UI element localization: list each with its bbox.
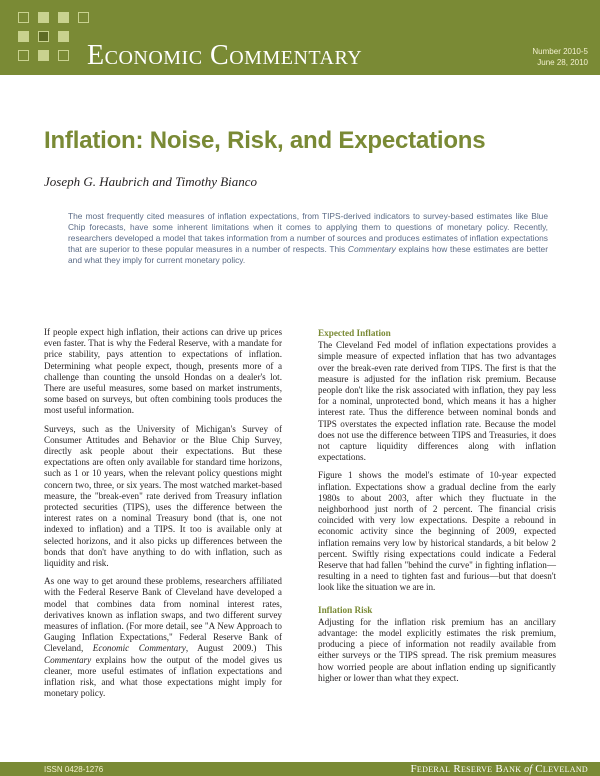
abstract bbox=[68, 211, 548, 266]
logo-square bbox=[38, 50, 49, 61]
logo-square bbox=[18, 31, 29, 42]
bank-name-of: of bbox=[524, 764, 533, 775]
abstract-text: The most frequently cited measures of inflation expectations, from TIPS-derived indicators to survey-based estimates like Blue Chip forecasts, have some inherent limitations when it comes to applying them to questions of monetary policy. Recently, researchers developed a model that takes information from a number of sources and produces estimates of inflation expectations that are superior to these popular measures in a number of respects. This bbox=[68, 211, 548, 254]
paragraph: If people expect high inflation, their actions can drive up prices even faster. That is why the Federal Reserve, with a mandate for price stability, pays attention to expectations of inflation. Determining what people expect, though, presents more of a challenge than counting the unsold Hondas on a dealer's lot. There are useful measures, some based on market instruments, some based on surveys, but often combining tools produces the most useful information. bbox=[44, 327, 282, 416]
logo-square bbox=[58, 12, 69, 23]
paragraph-text: As one way to get around these problems, researchers affiliated with the Federal Reserve Bank of Cleveland have developed a model that combines data from nominal interest rates, derivatives known as inflation swaps, and two different survey measures of inflation. (For more detail, see "A New Approach to Gauging Inflation Expectations," Federal Reserve Bank of Cleveland, bbox=[44, 576, 282, 654]
logo-square bbox=[18, 50, 29, 61]
logo-square bbox=[18, 12, 29, 23]
issue-info bbox=[532, 46, 588, 68]
paragraph: The Cleveland Fed model of inflation expectations provides a simple measure of expected inflation that has two advantages over the break-even rate derived from TIPS. The first is that the measure is adjusted for the inflation risk premium. Because people don't like the risk associated with inflation, they pay less for a nominal, unprotected bond, which means it has a higher interest rate. Thus the difference between nominal bonds and TIPS overstates the expected inflation rate. Because the model does not use the difference between TIPS and Treasuries, it does not capture liquidity differences along with inflation expectations. bbox=[318, 340, 556, 463]
paragraph bbox=[44, 576, 282, 699]
abstract-italic: Commentary bbox=[347, 244, 396, 254]
right-column bbox=[318, 328, 556, 691]
left-column bbox=[44, 327, 282, 707]
header-band bbox=[0, 0, 600, 75]
abstract-text-end: explains how these estimates are better and what they imply for current monetary policy. bbox=[68, 244, 548, 265]
citation-italic: Commentary bbox=[44, 654, 92, 665]
logo-square bbox=[58, 31, 69, 42]
paragraph-text: explains how the output of the model gives us cleaner, more useful estimates of inflation expectations and inflation risk, and what those expectations might imply for monetary policy. bbox=[44, 654, 282, 699]
bank-name-city: Cleveland bbox=[535, 763, 588, 775]
paragraph: Surveys, such as the University of Michigan's Survey of Consumer Attitudes and Behavior or the Blue Chip Survey, directly ask people about their expectations. But these expectations are often only available for standard time horizons, such as 1 or 10 years, when the relevant policy questions might concern two, three, or six years. The most watched market-based measure, the "break-even" rate derived from Treasury inflation protected securities (TIPS), uses the difference between the interest rates on a nominal Treasury bond (that is, one not indexed to inflation) and a TIPS. It too is available only at selected horizons, and it also picks up differences between the bonds that don't have anything to do with inflation, such as liquidity and risk. bbox=[44, 423, 282, 569]
logo-square bbox=[38, 12, 49, 23]
bank-name-prefix: Federal Reserve Bank bbox=[410, 763, 522, 775]
logo-square bbox=[58, 50, 69, 61]
logo-square bbox=[38, 31, 49, 42]
issue-date: June 28, 2010 bbox=[537, 58, 588, 67]
series-title: Economic Commentary bbox=[87, 40, 363, 71]
paragraph: Figure 1 shows the model's estimate of 10-year expected inflation. Expectations show a gradual decline from the early 1980s to about 2003, after which they fluctuate in the neighborhood just north of 2 percent. The financial crisis coincided with very low expectations. Despite a rebound in economic activity since the beginning of 2009, expected inflation remains very low by historical standards, a bit below 2 percent. Swiftly rising expectations could indicate a Federal Reserve that had fallen "behind the curve" in fighting inflation—resulting in a need to tighten fast and furious—but that doesn't look like the situation we are in. bbox=[318, 470, 556, 593]
bank-name bbox=[411, 763, 588, 775]
paragraph-text: , August 2009.) This bbox=[185, 643, 282, 654]
section-heading: Inflation Risk bbox=[318, 604, 373, 615]
article-title: Inflation: Noise, Risk, and Expectations bbox=[44, 127, 486, 154]
logo-square bbox=[78, 12, 89, 23]
issue-number: Number 2010-5 bbox=[532, 47, 588, 56]
issn: ISSN 0428-1276 bbox=[44, 765, 104, 774]
paragraph: Adjusting for the inflation risk premium has an ancillary advantage: the model explicitly estimates the risk premium, producing a piece of information not readily available from either surveys or the TIPS spread. The risk premium measures how worried people are about inflation ending up significantly higher or lower than what they expect. bbox=[318, 616, 556, 683]
citation-italic: Economic Commentary bbox=[92, 643, 186, 654]
authors: Joseph G. Haubrich and Timothy Bianco bbox=[44, 174, 258, 189]
section-heading: Expected Inflation bbox=[318, 328, 391, 338]
